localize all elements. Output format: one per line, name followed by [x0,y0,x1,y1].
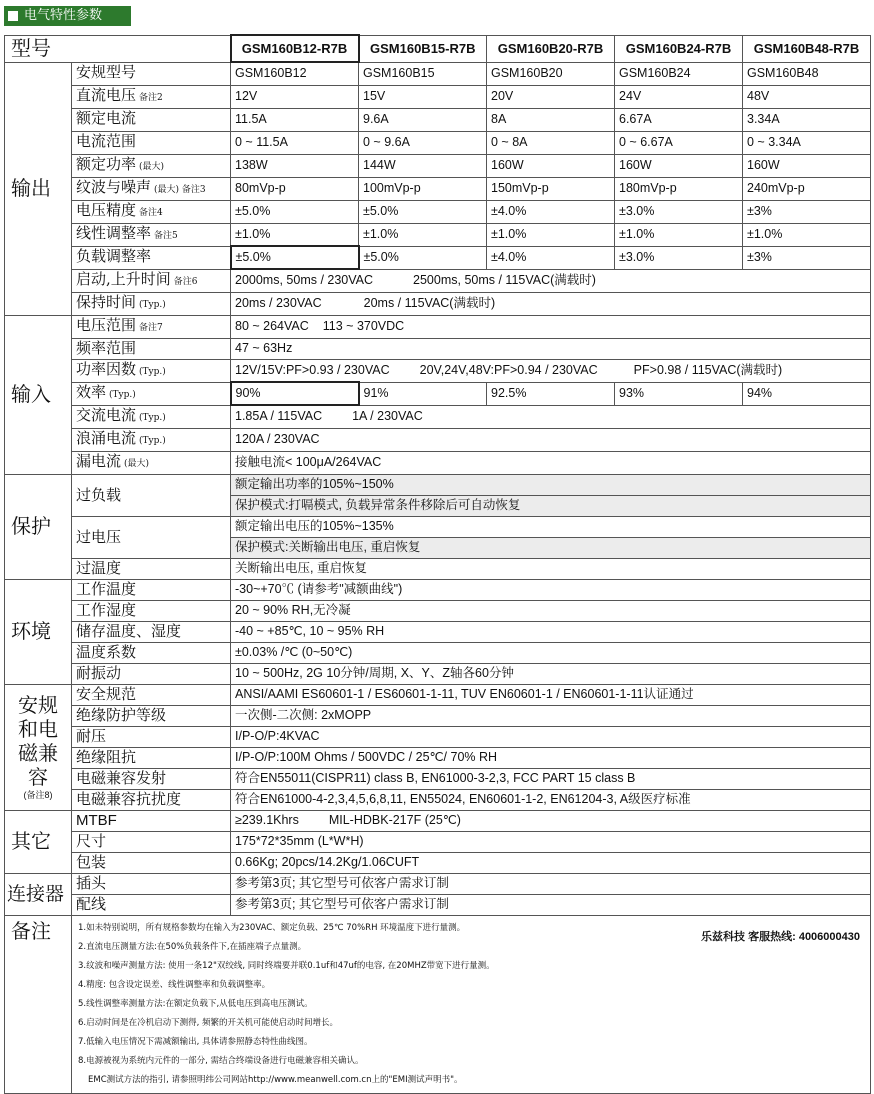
remarks-text [72,915,871,1093]
cell: 11.5A [231,108,359,131]
connector-row-name: 配线 [72,894,231,915]
cell: GSM160B24 [615,62,743,85]
startup-value: 2000ms, 50ms / 230VAC 2500ms, 50ms / 115VAC(满载时) [231,269,871,292]
input-row-name: 漏电流 (最大) [72,451,231,474]
remark-line: 6.启动时间是在冷机启动下测得, 频繁的开关机可能使启动时间增长。 [78,1017,339,1028]
cell: 91% [359,382,487,405]
section-title: 电气特性参数 [24,8,103,23]
square-icon [8,11,18,21]
cell: 175*72*35mm (L*W*H) [231,831,871,852]
cell: 8A [487,108,615,131]
hotline-text: 乐兹科技 客服热线: 4006000430 [701,930,860,943]
cell: ±1.0% [615,223,743,246]
cell: 0 ~ 8A [487,131,615,154]
remark-line: 2.直流电压测量方法:在50%负载条件下,在插座端子点量测。 [78,941,307,952]
others-row-name: 尺寸 [72,831,231,852]
cell: 3.34A [743,108,871,131]
cell: 160W [615,154,743,177]
cell: 160W [487,154,615,177]
cell: 80mVp-p [231,177,359,200]
cell: I/P-O/P:4KVAC [231,726,871,747]
input-row-name: 功率因数 (Typ.) [72,359,231,382]
startup-row-name: 启动,上升时间 备注6 [72,269,231,292]
cell: ±5.0% [231,246,359,269]
safety-row-name: 绝缘阻抗 [72,747,231,768]
cell: 接触电流< 100μA/264VAC [231,451,871,474]
cell: 0 ~ 3.34A [743,131,871,154]
cell: 参考第3页; 其它型号可依客户需求订制 [231,894,871,915]
model-5: GSM160B48-R7B [743,35,871,62]
connector-row-name: 插头 [72,873,231,894]
cell: 9.6A [359,108,487,131]
output-row-name: 直流电压 备注2 [72,85,231,108]
output-row-name: 负载调整率 [72,246,231,269]
cell: 48V [743,85,871,108]
input-voltage-value: 80 ~ 264VAC 113 ~ 370VDC [231,315,871,338]
overvoltage-name: 过电压 [72,516,231,558]
protection-category: 保护 [5,474,72,579]
cell: 12V [231,85,359,108]
cell: 90% [231,382,359,405]
cell: 20 ~ 90% RH,无冷凝 [231,600,871,621]
cell: 符合EN55011(CISPR11) class B, EN61000-3-2,3, FCC PART 15 class B [231,768,871,789]
cell: 0 ~ 9.6A [359,131,487,154]
remarks-category: 备注 [5,915,72,1093]
remark-line: 4.精度: 包含设定误差、线性调整率和负载调整率。 [78,979,271,990]
cell: 一次侧-二次侧: 2xMOPP [231,705,871,726]
environment-category: 环境 [5,579,72,684]
model-1: GSM160B12-R7B [231,35,359,62]
remark-line: EMC测试方法的指引, 请参照明纬公司网站http://www.meanwell.com.cn上的"EMI测试声明书"。 [88,1074,463,1085]
remark-line: 7.低输入电压情况下需减额输出, 具体请参照静态特性曲线图。 [78,1036,313,1047]
cell: ±3.0% [615,246,743,269]
cell: 额定输出功率的105%~150% [231,474,871,495]
section-header [4,6,131,26]
remark-line: 1.如未特别说明，所有规格参数均在输入为230VAC、额定负载、25℃ 70%RH 环境温度下进行量测。 [78,922,466,933]
cell: ±1.0% [743,223,871,246]
cell: 符合EN61000-4-2,3,4,5,6,8,11, EN55024, EN60601-1-2, EN61204-3, A级医疗标准 [231,789,871,810]
cell: 10 ~ 500Hz, 2G 10分钟/周期, X、Y、Z轴各60分钟 [231,663,871,684]
safety-category: 安规和电磁兼容 (备注8) [5,684,72,810]
hold-value: 20ms / 230VAC 20ms / 115VAC(满载时) [231,292,871,315]
others-row-name: MTBF [72,810,231,831]
env-row-name: 温度系数 [72,642,231,663]
cell: 94% [743,382,871,405]
cell: 150mVp-p [487,177,615,200]
others-row-name: 包装 [72,852,231,873]
cell: 138W [231,154,359,177]
cell: ±1.0% [487,223,615,246]
cell: 0 ~ 6.67A [615,131,743,154]
mtbf-value: ≥239.1Khrs MIL-HDBK-217F (25℃) [231,810,871,831]
safety-row-name: 电磁兼容发射 [72,768,231,789]
cell: 6.67A [615,108,743,131]
safety-row-name: 绝缘防护等级 [72,705,231,726]
cell: ±4.0% [487,200,615,223]
cell: -30~+70℃ (请参考"减额曲线") [231,579,871,600]
output-row-name: 纹波与噪声 (最大) 备注3 [72,177,231,200]
cell: GSM160B12 [231,62,359,85]
model-2: GSM160B15-R7B [359,35,487,62]
cell: 240mVp-p [743,177,871,200]
output-row-name: 额定功率 (最大) [72,154,231,177]
cell: ±3.0% [615,200,743,223]
cell: ±4.0% [487,246,615,269]
cell: 24V [615,85,743,108]
cell: ±3% [743,246,871,269]
input-row-name: 电压范围 备注7 [72,315,231,338]
cell: 160W [743,154,871,177]
remark-line: 3.纹波和噪声测量方法: 使用一条12"双绞线, 同时终端要并联0.1uf和47uf的电容, 在20MHZ带宽下进行量测。 [78,960,495,971]
env-row-name: 耐振动 [72,663,231,684]
env-row-name: 储存温度、湿度 [72,621,231,642]
cell: 0.66Kg; 20pcs/14.2Kg/1.06CUFT [231,852,871,873]
cell: ±5.0% [359,200,487,223]
cell: 93% [615,382,743,405]
output-row-name: 电流范围 [72,131,231,154]
cell: 保护模式:打嗝模式, 负载异常条件移除后可自动恢复 [231,495,871,516]
output-row-name: 电压精度 备注4 [72,200,231,223]
cell: 120A / 230VAC [231,428,871,451]
pf-value: 12V/15V:PF>0.93 / 230VAC 20V,24V,48V:PF>0.94 / 230VAC PF>0.98 / 115VAC(满载时) [231,359,871,382]
overtemp-name: 过温度 [72,558,231,579]
cell: ±5.0% [231,200,359,223]
cell: 180mVp-p [615,177,743,200]
cell: 保护模式:关断输出电压, 重启恢复 [231,537,871,558]
cell: ±0.03% /℃ (0~50℃) [231,642,871,663]
cell: GSM160B48 [743,62,871,85]
cell: 20V [487,85,615,108]
safety-row-name: 安全规范 [72,684,231,705]
cell: 额定输出电压的105%~135% [231,516,871,537]
input-category: 输入 [5,315,72,474]
model-3: GSM160B20-R7B [487,35,615,62]
cell: ±1.0% [359,223,487,246]
output-category: 输出 [5,62,72,315]
cell: 关断输出电压, 重启恢复 [231,558,871,579]
input-row-name: 效率 (Typ.) [72,382,231,405]
env-row-name: 工作湿度 [72,600,231,621]
spec-table [4,34,871,1094]
ac-value: 1.85A / 115VAC 1A / 230VAC [231,405,871,428]
cell: ±1.0% [231,223,359,246]
env-row-name: 工作温度 [72,579,231,600]
input-row-name: 交流电流 (Typ.) [72,405,231,428]
cell: ±3% [743,200,871,223]
others-category: 其它 [5,810,72,873]
cell: GSM160B15 [359,62,487,85]
model-4: GSM160B24-R7B [615,35,743,62]
hold-row-name: 保持时间 (Typ.) [72,292,231,315]
cell: 100mVp-p [359,177,487,200]
cell: 144W [359,154,487,177]
cell: 47 ~ 63Hz [231,338,871,359]
cell: 92.5% [487,382,615,405]
cell: ANSI/AAMI ES60601-1 / ES60601-1-11, TUV EN60601-1 / EN60601-1-11认证通过 [231,684,871,705]
output-row-name: 线性调整率 备注5 [72,223,231,246]
cell: -40 ~ +85℃, 10 ~ 95% RH [231,621,871,642]
overload-name: 过负载 [72,474,231,516]
cell: 0 ~ 11.5A [231,131,359,154]
input-row-name: 浪涌电流 (Typ.) [72,428,231,451]
output-row-name: 安规型号 [72,62,231,85]
remark-line: 5.线性调整率测量方法:在额定负载下,从低电压到高电压测试。 [78,998,313,1009]
safety-row-name: 耐压 [72,726,231,747]
remark-line: 8.电源被视为系统内元件的一部分, 需结合终端设备进行电磁兼容相关确认。 [78,1055,364,1066]
safety-row-name: 电磁兼容抗扰度 [72,789,231,810]
cell: 15V [359,85,487,108]
cell: 参考第3页; 其它型号可依客户需求订制 [231,873,871,894]
cell: GSM160B20 [487,62,615,85]
cell: I/P-O/P:100M Ohms / 500VDC / 25℃/ 70% RH [231,747,871,768]
output-row-name: 额定电流 [72,108,231,131]
cell: ±5.0% [359,246,487,269]
model-label: 型号 [5,35,231,62]
input-row-name: 频率范围 [72,338,231,359]
connector-category: 连接器 [5,873,72,915]
